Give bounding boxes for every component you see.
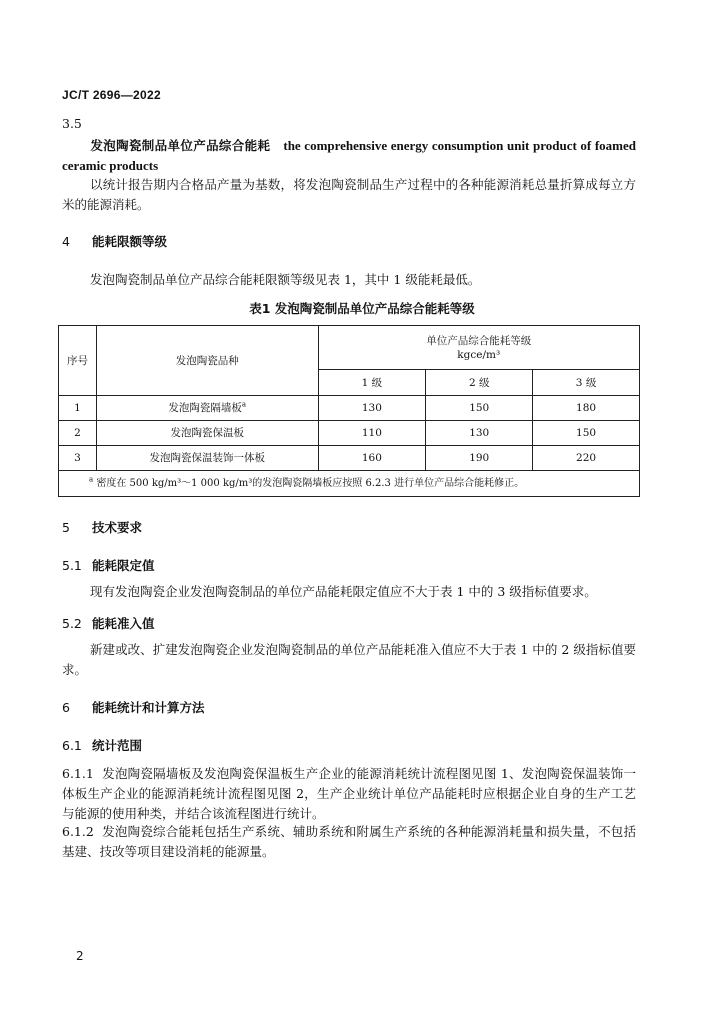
cell-grade-2: 130 (426, 421, 533, 446)
section-5-1-heading (62, 556, 155, 576)
table-row (59, 446, 640, 471)
cell-grade-3: 150 (533, 421, 640, 446)
cell-no: 2 (59, 421, 97, 446)
cell-grade-1: 160 (318, 446, 426, 471)
table-header-row (59, 326, 640, 370)
section-6-1-2-body: 发泡陶瓷综合能耗包括生产系统、辅助系统和附属生产系统的各种能源消耗量和损失量，不包括基建、技改等项目建设消耗的能源量。 (62, 824, 636, 859)
cell-grade-2: 190 (426, 446, 533, 471)
note-mark: a (89, 475, 94, 484)
table-note (59, 471, 640, 497)
cell-product: 发泡陶瓷保温装饰一体板 (96, 446, 318, 471)
cell-product: 发泡陶瓷保温板 (96, 421, 318, 446)
section-6-1-1-number: 6.1.1 (62, 766, 94, 781)
cell-grade-2: 150 (426, 396, 533, 421)
section-5-number: 5 (62, 520, 70, 535)
term-title-cn: 发泡陶瓷制品单位产品综合能耗 (90, 138, 271, 153)
section-5-1-number: 5.1 (62, 558, 82, 573)
section-4-heading (62, 232, 167, 252)
cell-grade-3: 220 (533, 446, 640, 471)
footnote-mark: a (241, 400, 247, 409)
section-6-1-title: 统计范围 (92, 738, 143, 753)
section-4-title: 能耗限额等级 (92, 234, 168, 249)
section-5-1-body: 现有发泡陶瓷企业发泡陶瓷制品的单位产品能耗限定值应不大于表 1 中的 3 级指标值要求。 (90, 584, 597, 599)
th-grade-group (318, 326, 640, 370)
section-5-heading (62, 518, 142, 538)
section-6-heading (62, 698, 205, 718)
section-5-title: 技术要求 (92, 520, 143, 535)
note-text: 密度在 500 kg/m³～1 000 kg/m³的发泡陶瓷隔墙板应按照 6.2.3 进行单位产品综合能耗修正。 (96, 477, 525, 489)
section-5-2-number: 5.2 (62, 616, 82, 631)
th-grade-unit: kgce/m³ (457, 348, 501, 361)
section-6-title: 能耗统计和计算方法 (92, 700, 205, 715)
cell-product (96, 396, 318, 421)
cell-grade-1: 110 (318, 421, 426, 446)
th-grade-3: 3 级 (533, 370, 640, 396)
page-number: 2 (76, 949, 84, 963)
table-note-row (59, 471, 640, 497)
section-6-1-1-body: 发泡陶瓷隔墙板及发泡陶瓷保温板生产企业的能源消耗统计流程图见图 1、发泡陶瓷保温装饰一体板生产企业的能源消耗统计流程图见图 2，生产企业统计单位产品能耗时应根据企业自身的生产工艺与能源的使用种类，并结合该流程图进行统计。 (62, 766, 636, 821)
th-product: 发泡陶瓷品种 (96, 326, 318, 396)
section-5-2-body: 新建或改、扩建发泡陶瓷企业发泡陶瓷制品的单位产品能耗准入值应不大于表 1 中的 2 级指标值要求。 (62, 642, 636, 677)
cell-no: 1 (59, 396, 97, 421)
section-5-2-title: 能耗准入值 (92, 616, 155, 631)
cell-grade-3: 180 (533, 396, 640, 421)
table-1 (58, 325, 640, 497)
section-3-5-number: 3.5 (62, 116, 82, 131)
section-4-body: 发泡陶瓷制品单位产品综合能耗限额等级见表 1，其中 1 级能耗最低。 (90, 272, 481, 287)
section-6-1-heading (62, 736, 142, 756)
cell-grade-1: 130 (318, 396, 426, 421)
section-6-1-number: 6.1 (62, 738, 82, 753)
cell-no: 3 (59, 446, 97, 471)
standard-number: JC/T 2696—2022 (62, 88, 161, 102)
section-6-1-2 (62, 822, 636, 862)
th-grade-2: 2 级 (426, 370, 533, 396)
table-row (59, 396, 640, 421)
section-5-2-heading (62, 614, 155, 634)
section-6-number: 6 (62, 700, 70, 715)
th-no: 序号 (59, 326, 97, 396)
product-name: 发泡陶瓷隔墙板 (168, 402, 242, 414)
section-3-5-body: 以统计报告期内合格品产量为基数，将发泡陶瓷制品生产过程中的各种能源消耗总量折算成每立方米的能源消耗。 (62, 177, 636, 212)
section-3-5-title (62, 136, 636, 176)
th-grade-title: 单位产品综合能耗等级 (426, 334, 532, 347)
section-4-number: 4 (62, 234, 70, 249)
table-row (59, 421, 640, 446)
section-6-1-2-number: 6.1.2 (62, 824, 94, 839)
section-5-1-title: 能耗限定值 (92, 558, 155, 573)
section-6-1-1 (62, 764, 636, 824)
table-1-caption: 表1 发泡陶瓷制品单位产品综合能耗等级 (249, 301, 475, 316)
th-grade-1: 1 级 (318, 370, 426, 396)
term-title-en: the comprehensive energy consumption unit product of foamed ceramic products (62, 138, 637, 173)
